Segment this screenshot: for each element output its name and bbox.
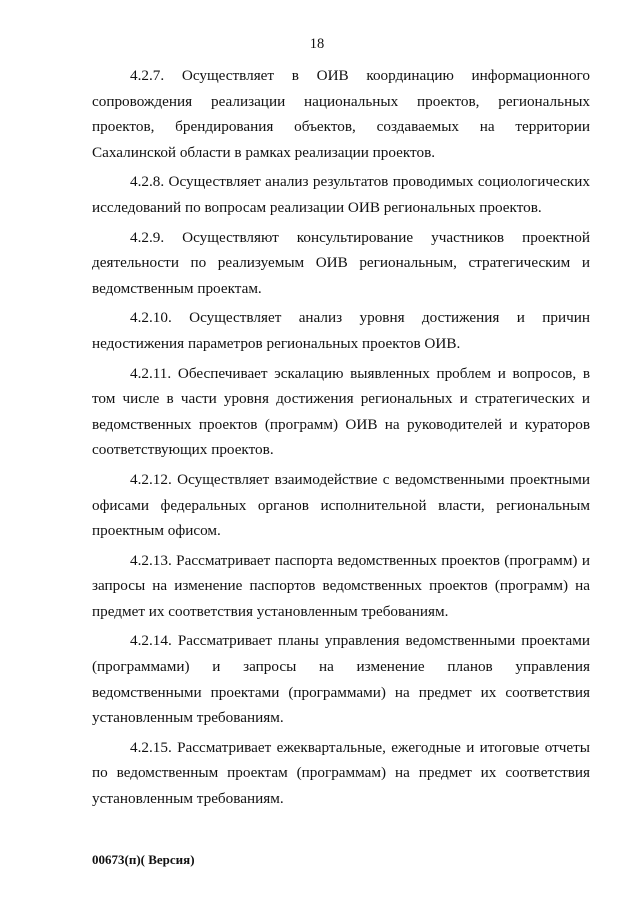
paragraph-4-2-13: 4.2.13. Рассматривает паспорта ведомственных проектов (программ) и запросы на изменение паспортов ведомственных проектов (программ) на предмет их соответствия установленным требованиям. [92,551,590,620]
document-footer-code: 00673(п)( Версия) [92,852,195,867]
paragraph-4-2-15: 4.2.15. Рассматривает ежеквартальные, ежегодные и итоговые отчеты по ведомственным проектам (программам) на предмет их соответствия установленным требованиям. [92,738,590,808]
paragraph-4-2-9: 4.2.9. Осуществляют консультирование участников проектной деятельности по реализуемым ОИВ региональным, стратегическим и ведомственным проектам. [92,228,590,297]
paragraph-4-2-8: 4.2.8. Осуществляет анализ результатов проводимых социологических исследований по вопросам реализации ОИВ региональных проектов. [92,173,590,216]
document-body [92,63,590,816]
paragraph-4-2-10: 4.2.10. Осуществляет анализ уровня достижения и причин недостижения параметров региональных проектов ОИВ. [92,309,590,352]
page-number: 18 [309,36,325,52]
paragraph-4-2-12: 4.2.12. Осуществляет взаимодействие с ведомственными проектными офисами федеральных органов исполнительной власти, региональным проектным офисом. [92,470,590,540]
paragraph-4-2-11: 4.2.11. Обеспечивает эскалацию выявленных проблем и вопросов, в том числе в части уровня достижения региональных и стратегических и ведомственных проектов (программ) ОИВ на руководителей и кураторов соответствующих проектов. [92,364,590,459]
paragraph-4-2-7: 4.2.7. Осуществляет в ОИВ координацию информационного сопровождения реализации национальных проектов, региональных проектов, брендирования объектов, создаваемых на территории Сахалинской области в рамках реализации проектов. [92,67,590,161]
paragraph-4-2-14: 4.2.14. Рассматривает планы управления ведомственными проектами (программами) и запросы на изменение планов управления ведомственными проектами (программами) на предмет их соответствия установленным требованиям. [92,632,590,727]
